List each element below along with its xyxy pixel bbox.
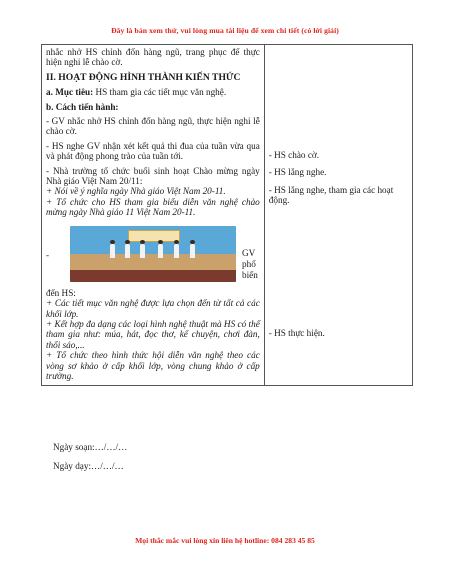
response-3: - HS lắng nghe, tham gia các hoạt động. xyxy=(268,184,394,206)
response-4: - HS thực hiện. xyxy=(268,327,325,338)
response-2: - HS lắng nghe. xyxy=(268,167,327,178)
audience xyxy=(70,270,236,282)
goal-line xyxy=(46,87,260,97)
step-3a: + Nói về ý nghĩa ngày Nhà giáo Việt Nam 20-11. xyxy=(46,186,226,197)
step-3: - Nhà trường tổ chức buổi sinh hoạt Chào mừng ngày Nhà giáo Việt Nam 20/11: xyxy=(46,165,260,187)
performer xyxy=(110,244,115,258)
prep-date: Ngày soạn:…/…/… xyxy=(53,442,128,452)
teacher-activity-cell xyxy=(42,45,265,386)
step-2: - HS nghe GV nhận xét kết quả thi đua của tuần vừa qua và phát động phong trào của tuần tới. xyxy=(46,140,260,162)
goal-text: HS tham gia các tiết mục văn nghệ. xyxy=(93,87,227,98)
step-1: - GV nhắc nhở HS chỉnh đốn hàng ngũ, thực hiện nghi lễ chào cờ. xyxy=(46,116,260,137)
performer xyxy=(190,244,195,258)
date-block xyxy=(53,438,127,476)
performer xyxy=(174,244,179,258)
bullet-3: + Tổ chức theo hình thức hội diễn văn nghệ theo các vòng sơ khảo ở cấp khối lớp, vòng chung khảo ở cấp trường. xyxy=(46,350,260,381)
preview-banner: Đây là bản xem thử, vui lòng mua tài liệu để xem chi tiết (có lời giải) xyxy=(111,26,339,35)
stage-floor xyxy=(70,254,236,270)
student-activity-cell xyxy=(264,45,412,386)
section-title: II. HOẠT ĐỘNG HÌNH THÀNH KIẾN THỨC xyxy=(46,71,241,83)
lesson-table xyxy=(41,44,413,386)
performer xyxy=(158,244,163,258)
hs-line: đến HS: xyxy=(46,287,76,298)
method-label: b. Cách tiến hành: xyxy=(46,101,119,112)
image-caption: GV phổ biến xyxy=(242,247,258,280)
hotline-footer: Mọi thắc mắc vui lòng xin liên hệ hotline: 084 283 45 85 xyxy=(135,536,315,545)
table-row xyxy=(42,45,413,386)
bullet-2: + Kết hợp đa dạng các loại hình nghệ thuật mà HS có thể tham gia như: múa, hát, đọc thơ, kể chuyện, chơi đàn, thổi sáo,... xyxy=(46,318,260,350)
performance-photo xyxy=(70,226,236,282)
goal-label: a. Mục tiêu: xyxy=(46,87,94,98)
stage-banner xyxy=(128,230,180,242)
bullet-1: + Các tiết mục văn nghệ được lựa chọn đến từ tất cả các khối lớp. xyxy=(46,298,260,319)
performer xyxy=(125,244,130,258)
step-3b: + Tổ chức cho HS tham gia biểu diễn văn nghệ chào mừng ngày Nhà giáo 11 Việt Nam 20-11. xyxy=(46,196,260,218)
response-1: - HS chào cờ. xyxy=(268,150,320,160)
image-dash: - xyxy=(46,249,50,260)
intro-text: nhắc nhở HS chỉnh đốn hàng ngũ, trang phục để thực hiện nghi lễ chào cờ. xyxy=(46,47,260,68)
image-row xyxy=(46,224,260,284)
teach-date: Ngày dạy:…/…/… xyxy=(53,461,124,471)
student-responses xyxy=(269,47,408,338)
performer xyxy=(140,244,145,258)
